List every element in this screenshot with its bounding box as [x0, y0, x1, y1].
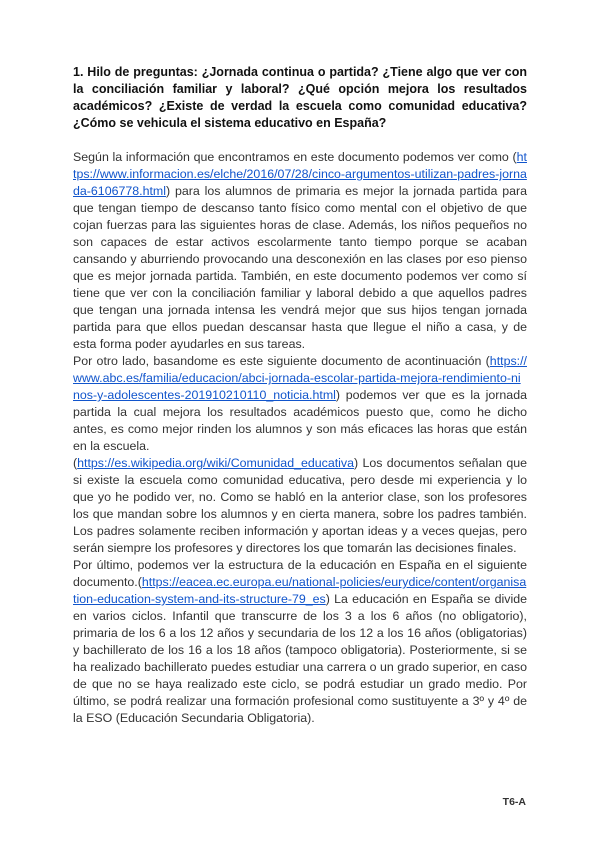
paragraph-lead: Según la información que encontramos en este documento podemos ver como ( — [73, 150, 517, 164]
paragraph-comunidad — [73, 455, 527, 557]
source-link-eacea[interactable]: https://eacea.ec.europa.eu/national-policies/eurydice/content/organisation-education-system-and-its-structure-79_es — [73, 575, 527, 606]
paragraph-text: ) La educación en España se divide en varios ciclos. Infantil que transcurre de los 3 a los 6 años (no obligatorio), primaria de los 6 a los 12 años y secundaria de los 12 a los 16 años (obligatorias) y bachillerato de los 16 a los 18 años (tampoco obligatoria). Posteriormente, si se ha realizado bachillerato puedes estudiar una carrera o un grado superior, en caso de que no se haya realizado este ciclo, se podrá estudiar un grado medio. Por último, se podrá realizar una formación profesional como sustituyente a 3º y 4º de la ESO (Educación Secundaria Obligatoria). — [73, 592, 527, 725]
question-heading: 1. Hilo de preguntas: ¿Jornada continua o partida? ¿Tiene algo que ver con la conciliación familiar y laboral? ¿Qué opción mejora los resultados académicos? ¿Existe de verdad la escuela como comunidad educativa? ¿Cómo se vehicula el sistema educativo en España? — [73, 65, 527, 130]
document-page — [73, 64, 527, 727]
source-link-wikipedia[interactable]: https://es.wikipedia.org/wiki/Comunidad_educativa — [77, 456, 355, 470]
paragraph-lead: Por último, podemos ver la estructura de la educación en España en el siguiente documento.( — [73, 558, 527, 589]
paragraph-lead: ( — [73, 456, 78, 470]
paragraph-text: ) para los alumnos de primaria es mejor la jornada partida para que tengan tiempo de descanso tanto físico como mental con el objetivo de que cojan fuerzas para las siguientes horas de clase. Además, los niños pequeños no son capaces de estar activos escolarmente tanto tiempo porque se acaban cansando y aburriendo provocando una desconexión en las clases por eso pienso que es mejor jornada partida. También, en este documento podemos ver como sí tiene que ver con la conciliación familiar y laboral debido a que aquellos padres que tengan una jornada intensa les vendrá mejor que sus hijos tengan jornada partida para que ellos puedan descansar hasta que llegue el niño a casa, y de esta forma poder ayudarles en sus tareas. — [73, 184, 527, 351]
paragraph-jornada — [73, 149, 527, 353]
paragraph-lead: Por otro lado, basandome es este siguiente documento de acontinuación ( — [73, 354, 490, 368]
source-link-abc[interactable]: https://www.abc.es/familia/educacion/abci-jornada-escolar-partida-mejora-rendimiento-ninos-y-adolescentes-201910210110_noticia.html — [73, 354, 527, 402]
page-tag: T6-A — [502, 796, 526, 808]
paragraph-text: ) podemos ver que es la jornada partida la cual mejora los resultados académicos puesto que, como he dicho antes, es como mejor rinden los alumnos y son más eficaces las horas que están en la escuela. — [73, 388, 527, 453]
paragraph-text: ) Los documentos señalan que si existe la escuela como comunidad educativa, pero desde mi experiencia y lo que yo he podido ver, no. Como se habló en la anterior clase, son los profesores los que mandan sobre los alumnos y en cierta manera, sobre los padres también. Los padres solamente reciben información y aportan ideas y a veces quejas, pero serán siempre los profesores y directores los que tomarán las decisiones finales. — [73, 456, 527, 555]
source-link-informacion[interactable]: https://www.informacion.es/elche/2016/07/28/cinco-argumentos-utilizan-padres-jornada-6106778.html — [73, 150, 527, 198]
paragraph-sistema — [73, 557, 527, 727]
paragraph-resultados — [73, 353, 527, 455]
